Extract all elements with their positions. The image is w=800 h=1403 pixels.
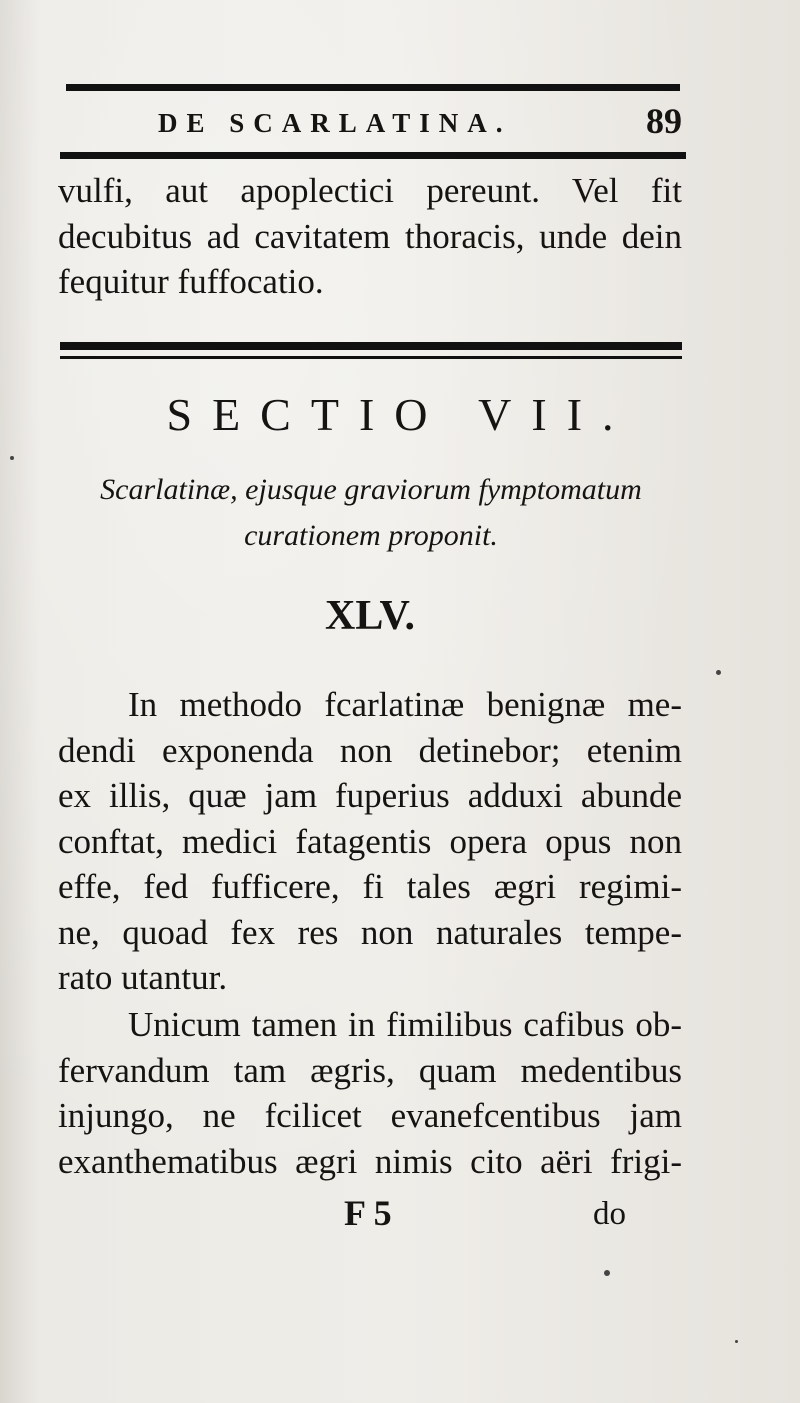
- text-line: injungo, ne fcilicet evanefcentibus jam: [58, 1096, 682, 1135]
- top-paragraph: [58, 168, 682, 305]
- text-line: ne, quoad fex res non naturales tempe-: [58, 912, 682, 952]
- text-line: decubitus ad cavitatem thoracis, unde dein: [58, 216, 682, 256]
- section-rule-thick: [60, 342, 682, 350]
- running-header: [60, 100, 686, 148]
- paper-speck: [604, 1270, 610, 1276]
- text-line: rato utantur.: [58, 958, 228, 997]
- text-line: dendi exponenda non detinebor; etenim: [58, 730, 682, 770]
- signature-mark: F 5: [344, 1193, 392, 1233]
- header-bottom-rule: [60, 152, 686, 159]
- text-line: In methodo fcarlatinæ benignæ me-: [128, 685, 682, 724]
- running-title: DE SCARLATINA.: [158, 108, 512, 138]
- subtitle-line: curationem proponit.: [244, 519, 498, 552]
- text-line: Unicum tamen in fimilibus cafibus ob-: [128, 1005, 682, 1044]
- section-title: SECTIO VII.: [166, 389, 634, 440]
- header-top-rule: [66, 84, 680, 91]
- catchword: do: [593, 1196, 626, 1232]
- text-line: vulfi, aut apoplectici pereunt. Vel fit: [58, 171, 682, 210]
- paragraph-two: [58, 1002, 682, 1184]
- text-line: effe, fed fufficere, fi tales ægri regimi-: [58, 867, 682, 906]
- text-line: fervandum tam ægris, quam medentibus: [58, 1050, 682, 1090]
- text-line: fequitur fuffocatio.: [58, 262, 324, 301]
- paper-speck: [716, 670, 721, 675]
- paragraph-one: [58, 682, 682, 1001]
- paper-speck: [735, 1340, 738, 1343]
- page-number: 89: [646, 101, 682, 141]
- section-subtitle: [58, 467, 684, 559]
- text-line: exanthematibus ægri nimis cito aëri frigi-: [58, 1141, 682, 1181]
- subtitle-line: Scarlatinæ, ejusque graviorum fymptomatum: [100, 473, 642, 506]
- text-line: ex illis, quæ jam fuperius adduxi abunde: [58, 776, 682, 815]
- paper-speck: [10, 456, 14, 460]
- text-line: conftat, medici fatagentis opera opus non: [58, 821, 682, 861]
- section-rule-thin: [60, 356, 682, 359]
- paragraph-numeral: XLV.: [325, 593, 415, 639]
